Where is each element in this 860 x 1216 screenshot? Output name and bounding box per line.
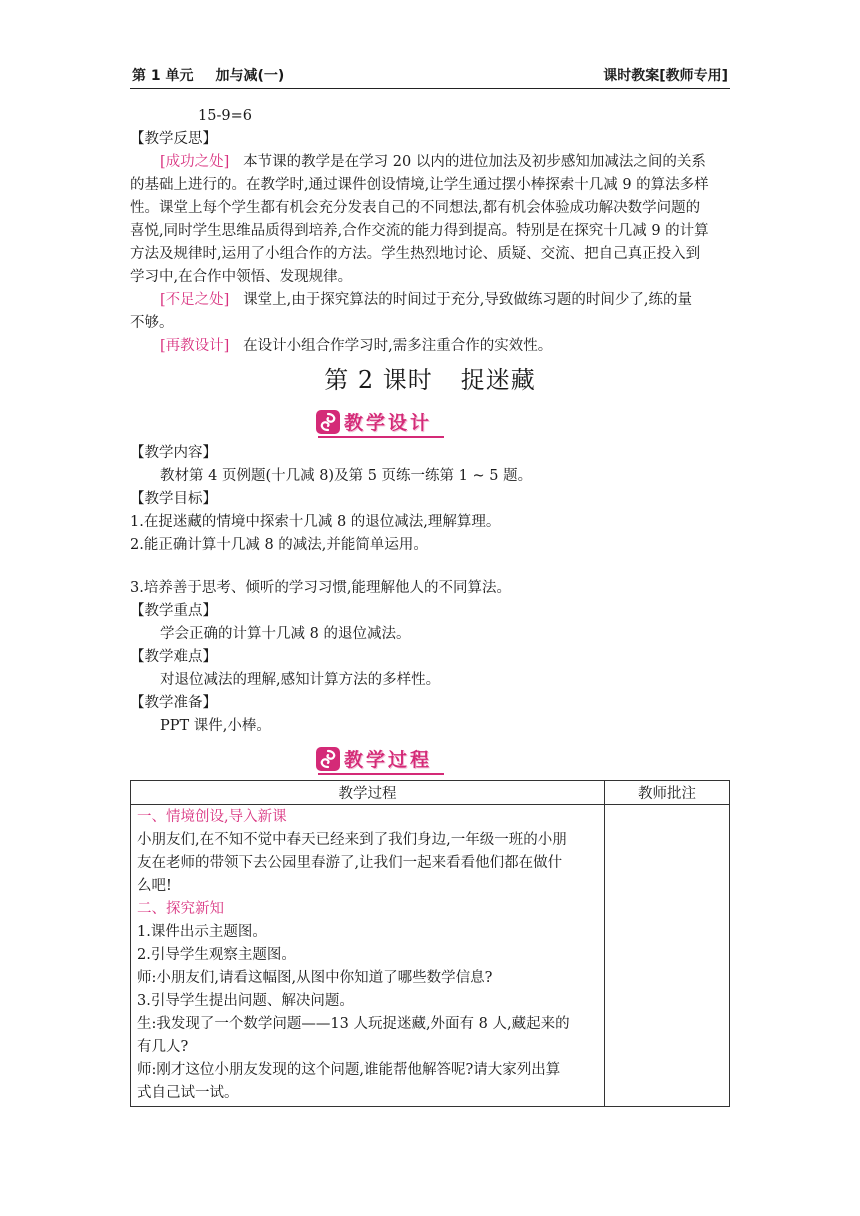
section-title: 二、探究新知: [137, 901, 224, 917]
unit-number: 第 1 单元: [132, 68, 194, 84]
success-line: 喜悦,同时学生思维品质得到培养,合作交流的能力得到提高。特别是在探究十几减 9 的计算: [130, 223, 709, 239]
process-line: 3.引导学生提出问题、解决问题。: [137, 993, 354, 1009]
difficult-text: 对退位减法的理解,感知计算方法的多样性。: [160, 672, 441, 688]
process-line: 师:小朋友们,请看这幅图,从图中你知道了哪些数学信息?: [137, 970, 493, 986]
key-heading: 【教学重点】: [130, 603, 217, 619]
process-content-cell: [131, 805, 605, 1107]
success-first-line: [130, 151, 730, 174]
table-row: [131, 805, 730, 1107]
section-banner-process: [316, 746, 446, 776]
banner-underline: [318, 773, 444, 775]
process-line: 2.引导学生观察主题图。: [137, 947, 296, 963]
doc-type: 课时教案[教师专用]: [603, 68, 728, 84]
lesson-number: 第 2 课时: [324, 366, 433, 394]
col-header-process: 教学过程: [131, 781, 605, 805]
section-banner-design: [316, 409, 446, 439]
table-header-row: [131, 781, 730, 805]
success-line: 的基础上进行的。在教学时,通过课件创设情境,让学生通过摆小棒探索十几减 9 的算法多样: [130, 177, 709, 193]
prep-text: PPT 课件,小棒。: [160, 718, 271, 734]
success-line: 性。课堂上每个学生都有机会充分发表自己的不同想法,都有机会体验成功解决数学问题的: [130, 200, 701, 216]
lack-text: 课堂上,由于探究算法的时间过于充分,导致做练习题的时间少了,练的量: [243, 292, 692, 308]
content-heading: 【教学内容】: [130, 445, 217, 461]
process-line: 生:我发现了一个数学问题——13 人玩捉迷藏,外面有 8 人,藏起来的: [137, 1016, 570, 1032]
equation: 15-9=6: [198, 108, 252, 124]
goal-item: 1.在捉迷藏的情境中探索十几减 8 的退位减法,理解算理。: [130, 514, 501, 530]
prep-heading: 【教学准备】: [130, 695, 217, 711]
success-tag: [成功之处]: [160, 154, 230, 170]
col-header-notes: 教师批注: [605, 781, 730, 805]
success-line: 方法及规律时,运用了小组合作的方法。学生热烈地讨论、质疑、交流、把自己真正投入到: [130, 246, 701, 262]
goal-item: 3.培养善于思考、倾听的学习习惯,能理解他人的不同算法。: [130, 580, 511, 596]
section-title: 一、情境创设,导入新课: [137, 809, 287, 825]
process-line: 么吧!: [137, 878, 172, 894]
process-line: 友在老师的带领下去公园里春游了,让我们一起来看看他们都在做什: [137, 855, 563, 871]
success-line: 学习中,在合作中领悟、发现规律。: [130, 269, 353, 285]
page-header: [130, 62, 730, 89]
process-table: [130, 780, 730, 1107]
process-line: 式自己试一试。: [137, 1085, 239, 1101]
process-line: 有几人?: [137, 1039, 189, 1055]
lesson-name: 捉迷藏: [460, 366, 536, 394]
lack-tag: [不足之处]: [160, 292, 230, 308]
process-line: 小朋友们,在不知不觉中春天已经来到了我们身边,一年级一班的小朋: [137, 832, 567, 848]
redesign-line: [130, 335, 730, 358]
banner-title: 教学过程: [344, 749, 433, 771]
process-line: 师:刚才这位小朋友发现的这个问题,谁能帮他解答呢?请大家列出算: [137, 1062, 561, 1078]
goal-item: 2.能正确计算十几减 8 的减法,并能简单运用。: [130, 537, 428, 553]
difficult-heading: 【教学难点】: [130, 649, 217, 665]
redesign-tag: [再教设计]: [160, 338, 230, 354]
reflection-heading: 【教学反思】: [130, 131, 217, 147]
goals-heading: 【教学目标】: [130, 491, 217, 507]
success-text: 本节课的教学是在学习 20 以内的进位加法及初步感知加减法之间的关系: [243, 154, 706, 170]
swirl-logo-icon: [316, 410, 340, 434]
banner-underline: [318, 436, 444, 438]
header-unit: [132, 65, 284, 85]
key-text: 学会正确的计算十几减 8 的退位减法。: [160, 626, 411, 642]
banner-title: 教学设计: [344, 412, 433, 434]
teacher-notes-cell: [605, 805, 730, 1107]
process-line: 1.课件出示主题图。: [137, 924, 267, 940]
lack-first-line: [130, 289, 730, 312]
unit-title: 加与减(一): [215, 68, 285, 84]
swirl-logo-icon: [316, 747, 340, 771]
lack-line: 不够。: [130, 315, 174, 331]
content-text: 教材第 4 页例题(十几减 8)及第 5 页练一练第 1 ~ 5 题。: [160, 468, 533, 484]
lesson-title: [0, 360, 860, 395]
redesign-text: 在设计小组合作学习时,需多注重合作的实效性。: [243, 338, 553, 354]
